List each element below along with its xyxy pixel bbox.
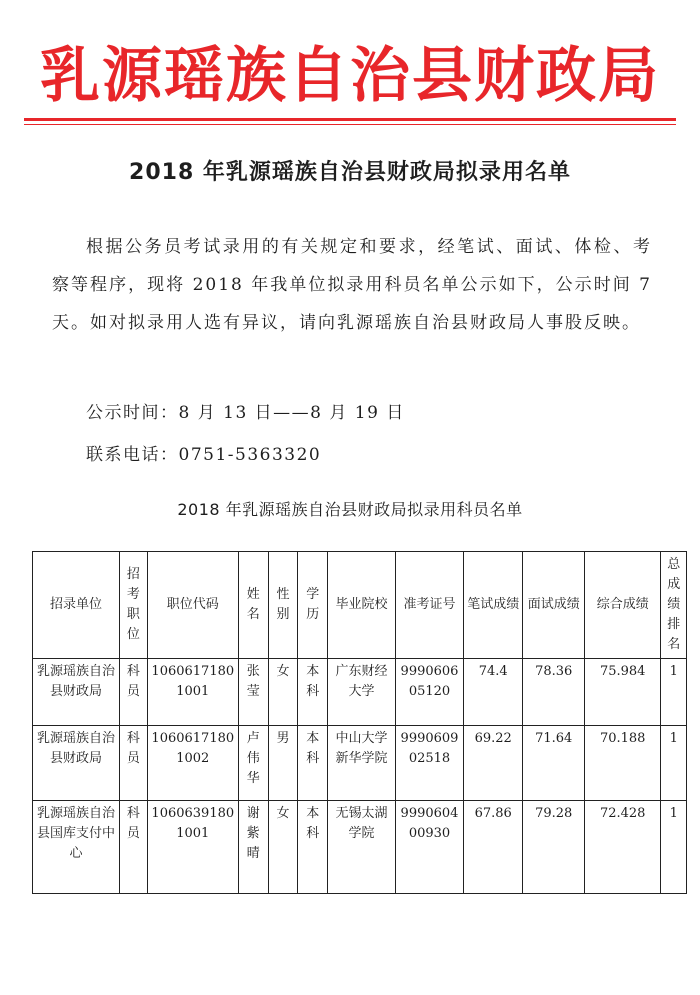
cell-unit: 乳源瑶族自治县国库支付中心: [33, 801, 120, 894]
cell-total-score: 72.428: [584, 801, 660, 894]
cell-school: 中山大学新华学院: [328, 726, 396, 801]
cell-rank: 1: [661, 726, 687, 801]
column-header: 笔试成绩: [463, 552, 522, 659]
column-header: 毕业院校: [328, 552, 396, 659]
column-header: 性别: [268, 552, 298, 659]
table-row: [33, 659, 687, 726]
cell-position-code: 10606391801001: [147, 801, 238, 894]
cell-interview-score: 78.36: [523, 659, 585, 726]
cell-gender: 男: [268, 726, 298, 801]
cell-rank: 1: [661, 659, 687, 726]
cell-position: 科员: [120, 659, 148, 726]
cell-position-code: 10606171801001: [147, 659, 238, 726]
cell-education: 本科: [298, 801, 328, 894]
column-header: 准考证号: [396, 552, 464, 659]
cell-school: 无锡太湖学院: [328, 801, 396, 894]
letterhead-rule-thick: [24, 118, 676, 121]
table-row: [33, 726, 687, 801]
cell-written-score: 67.86: [463, 801, 522, 894]
letterhead-rule-thin: [24, 124, 676, 125]
cell-position: 科员: [120, 726, 148, 801]
table-header-row: [33, 552, 687, 659]
cell-total-score: 75.984: [584, 659, 660, 726]
cell-position: 科员: [120, 801, 148, 894]
column-header: 招考职位: [120, 552, 148, 659]
cell-written-score: 74.4: [463, 659, 522, 726]
document-body: 根据公务员考试录用的有关规定和要求，经笔试、面试、体检、考察等程序，现将 2018 年我单位拟录用科员名单公示如下，公示时间 7 天。如对拟录用人选有异议，请向乳源瑶族自治县财政局人事股反映。: [52, 237, 652, 333]
letterhead-org-name: 乳源瑶族自治县财政局: [40, 41, 660, 111]
column-header: 总成绩排名: [661, 552, 687, 659]
cell-school: 广东财经大学: [328, 659, 396, 726]
notice-period: 公示时间：8 月 13 日——8 月 19 日: [86, 403, 405, 423]
cell-exam-number: 999060400930: [396, 801, 464, 894]
column-header: 学历: [298, 552, 328, 659]
contact-phone: 联系电话：0751-5363320: [86, 445, 322, 465]
cell-gender: 女: [268, 801, 298, 894]
cell-total-score: 70.188: [584, 726, 660, 801]
cell-position-code: 10606171801002: [147, 726, 238, 801]
column-header: 招录单位: [33, 552, 120, 659]
cell-interview-score: 71.64: [523, 726, 585, 801]
cell-name: 卢伟华: [238, 726, 268, 801]
cell-unit: 乳源瑶族自治县财政局: [33, 659, 120, 726]
cell-name: 谢紫晴: [238, 801, 268, 894]
column-header: 姓名: [238, 552, 268, 659]
cell-exam-number: 999060902518: [396, 726, 464, 801]
roster-table: [32, 551, 687, 894]
cell-interview-score: 79.28: [523, 801, 585, 894]
cell-rank: 1: [661, 801, 687, 894]
cell-unit: 乳源瑶族自治县财政局: [33, 726, 120, 801]
table-caption: 2018 年乳源瑶族自治县财政局拟录用科员名单: [177, 500, 523, 519]
document-title: 2018 年乳源瑶族自治县财政局拟录用名单: [129, 160, 571, 185]
cell-education: 本科: [298, 726, 328, 801]
column-header: 综合成绩: [584, 552, 660, 659]
table-row: [33, 801, 687, 894]
column-header: 职位代码: [147, 552, 238, 659]
cell-written-score: 69.22: [463, 726, 522, 801]
cell-education: 本科: [298, 659, 328, 726]
cell-gender: 女: [268, 659, 298, 726]
cell-exam-number: 999060605120: [396, 659, 464, 726]
column-header: 面试成绩: [523, 552, 585, 659]
cell-name: 张莹: [238, 659, 268, 726]
